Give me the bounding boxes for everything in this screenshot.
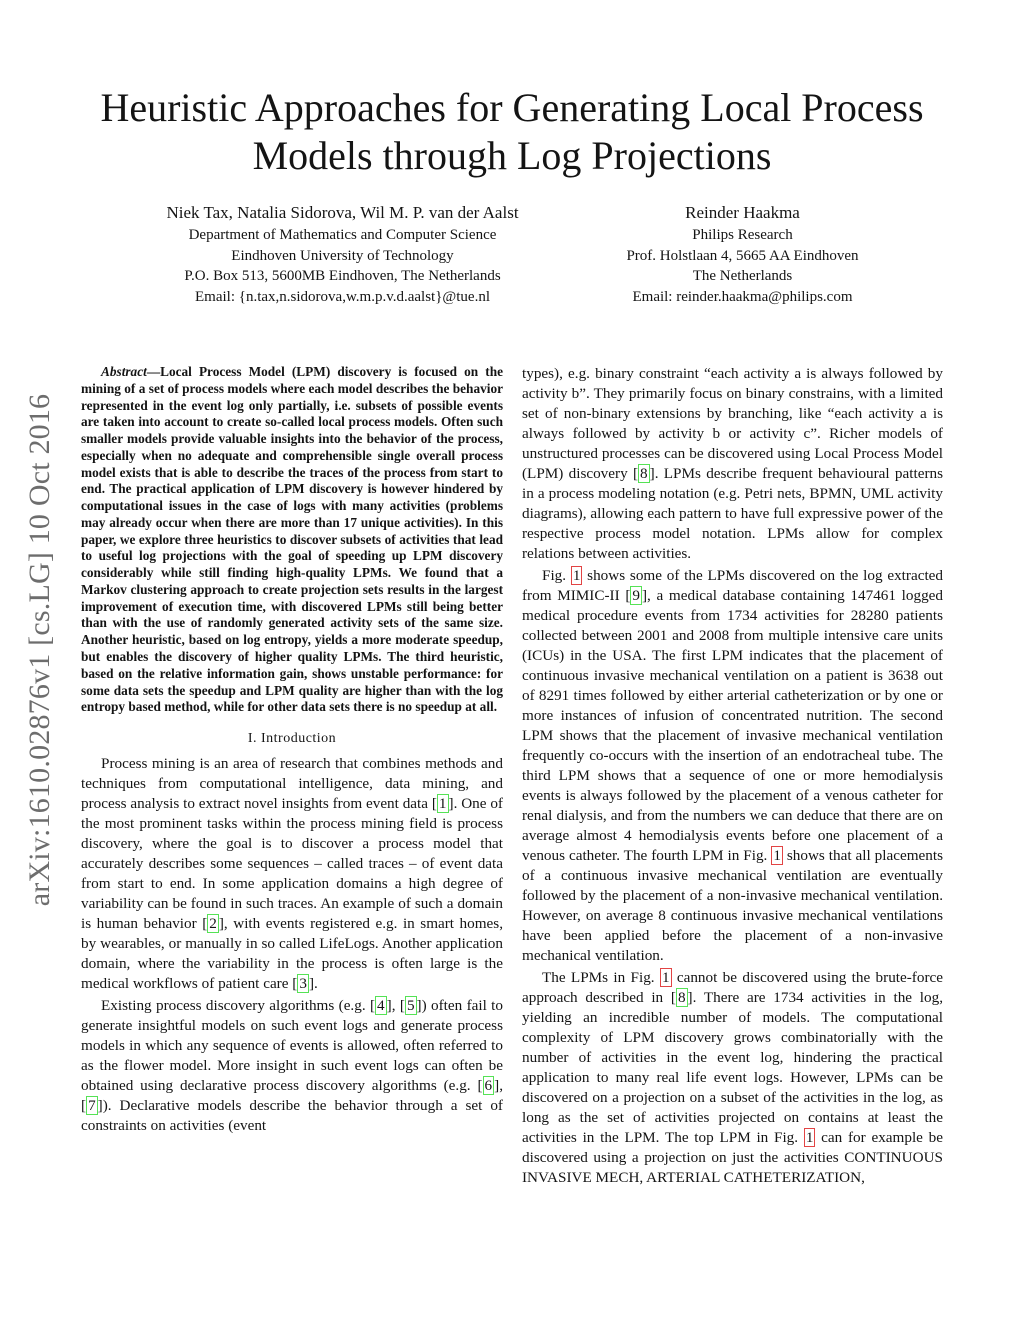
citation-link[interactable]: 9	[632, 587, 640, 604]
arxiv-identifier-text: arXiv:1610.02876v1 [cs.LG] 10 Oct 2016	[23, 393, 56, 907]
paper-title-line-1: Heuristic Approaches for Generating Local Process	[100, 85, 924, 130]
affiliation-address: P.O. Box 513, 5600MB Eindhoven, The Netherlands	[184, 268, 501, 285]
author-email: Email: {n.tax,n.sidorova,w.m.p.v.d.aalst}@tue.nl	[195, 288, 490, 305]
intro-paragraph-4: The LPMs in Fig. 1 cannot be discovered using the brute-force approach described in [ 8 ]. There are 1734 activities in the log, yielding an incredible number of models. The computational complexity of LPM discovery grows combinatorially with the number of activities in the event log, hindering the practical application to many real life event logs. However, LPMs can be discovered on a projection on a subset of the activities in the log, as long as the set of activities projected on contains at least the activities in the LPM. The top LPM in Fig. 1 can for example be discovered using a projection on just the activities CONTINUOUS INVASIVE MECH, ARTERIAL CATHETERIZATION,	[522, 969, 943, 1186]
author-email: Email: reinder.haakma@philips.com	[632, 288, 853, 305]
citation-link[interactable]: 6	[484, 1077, 493, 1095]
figure-reference-link[interactable]: 1	[572, 567, 581, 584]
citation-link[interactable]: 2	[209, 915, 217, 933]
intro-paragraph-2-continued: types), e.g. binary constraint “each activity a is always followed by activity b”. They primarily focus on binary constrains, with a limited set of non-binary extensions by branching, like “each activity a is always followed by activity b or activity c”. Richer models of unstructured processes can be discovered using Local Process Model (LPM) discovery [ 8 ]. LPMs describe frequent behavioural patterns in a process modeling notation (e.g. Petri nets, BPMN, UML activity diagrams), allowing each pattern to have full expressive power of the respective process model notation. LPMs allow for complex relations between activities.	[522, 365, 944, 562]
paper-title-line-2: Models through Log Projections	[252, 133, 772, 178]
abstract	[81, 364, 503, 716]
arxiv-identifier	[14, 350, 66, 950]
intro-paragraph-2: Existing process discovery algorithms (e.g. [ 4 ], [ 5 ]) often fail to generate insightful models on such event logs and generate process models in which any sequence of events is allowed, often referred to as the flower model. More insight in such event logs can often be obtained using declarative process discovery algorithms (e.g. [ 6 ], [ 7 ]). Declarative models describe the behavior through a set of constraints on activities (event	[81, 997, 503, 1135]
citation-link[interactable]: 7	[88, 1097, 96, 1115]
affiliation-country: The Netherlands	[692, 268, 793, 285]
citation-link[interactable]: 4	[377, 997, 385, 1015]
figure-reference-link[interactable]: 1	[773, 847, 781, 864]
figure-reference-link[interactable]: 1	[805, 1129, 814, 1146]
affiliation-university: Eindhoven University of Technology	[231, 247, 454, 264]
citation-link[interactable]: 8	[677, 989, 686, 1006]
paper-title	[60, 84, 964, 180]
left-column	[81, 364, 503, 1138]
abstract-label: Abstract	[101, 364, 147, 379]
author-block-tue	[115, 202, 570, 307]
author-block-philips	[590, 202, 895, 307]
right-column	[522, 364, 943, 1190]
affiliation-department: Department of Mathematics and Computer Science	[188, 227, 497, 243]
section-heading-introduction: I. Introduction	[247, 731, 337, 747]
citation-link[interactable]: 3	[299, 975, 307, 993]
affiliation-address: Prof. Holstlaan 4, 5665 AA Eindhoven	[626, 247, 859, 264]
author-names: Niek Tax, Natalia Sidorova, Wil M. P. van der Aalst	[166, 203, 519, 222]
citation-link[interactable]: 1	[438, 795, 447, 813]
figure-reference-link[interactable]: 1	[661, 969, 670, 986]
intro-paragraph-3: Fig. 1 shows some of the LPMs discovered on the log extracted from MIMIC-II [ 9 ], a medical database containing 147461 logged medical procedure events from 1734 activities for 28280 patients collected between 2001 and 2008 from multiple intensive care units (ICUs) in the USA. The first LPM indicates that the placement of continuous invasive mechanical ventilation on a patient is 3638 out of 8291 times followed by either arterial catheterization or by one or more instances of infusion of concentrated nutrition. The second LPM shows that the placement of invasive mechanical ventilation frequently co-occurs with the insertion of an endotracheal tube. The third LPM shows that a sequence of one or more hemodialysis events is always followed by the placement of a venous catheter for renal dialysis, and from the numbers we can deduce that there are on average almost 4 hemodialysis events before one placement of a venous catheter. The fourth LPM in Fig. 1 shows that all placements of a continuous invasive mechanical ventilation are eventually followed by the placement of a non-invasive mechanical ventilation. However, on average 8 continuous invasive mechanical ventilations have been applied before the placement of a non-invasive mechanical ventilation.	[522, 567, 943, 964]
affiliation-company: Philips Research	[692, 227, 793, 243]
citation-link[interactable]: 8	[640, 465, 648, 482]
citation-link[interactable]: 5	[406, 997, 415, 1015]
author-names: Reinder Haakma	[685, 203, 800, 222]
intro-paragraph-1: Process mining is an area of research that combines methods and techniques from computational intelligence, data mining, and process analysis to extract novel insights from event data [ 1 ]. One of the most prominent tasks within the process mining field is process discovery, where the goal is to discover a process model that accurately describes some sequences – called traces – of event data from start to end. In some application domains a high degree of variability can be found in such traces. An example of such a domain is human behavior [ 2 ], with events registered e.g. in smart homes, by wearables, or manually in so called LifeLogs. Another application domain, where the variability in the process is often large is the medical workflows of patient care [ 3 ].	[81, 755, 503, 993]
abstract-text: —Local Process Model (LPM) discovery is focused on the mining of a set of process models where each model describes the behavior represented in the event log only partially, i.e. subsets of possible events are taken into account to create so-called local process models. Often such smaller models provide valuable insights into the behavior of the process, especially when no adequate and comprehensible single overall process model exists that is able to describe the traces of the process from start to end. The practical application of LPM discovery is however hindered by computational issues in the case of logs with many activities (problems may already occur when there are more than 17 unique activities). In this paper, we explore three heuristics to discover subsets of activities that lead to useful log projections with the goal of speeding up LPM discovery considerably while still finding high-quality LPMs. We found that a Markov clustering approach to create projection sets results in the largest improvement of execution time, with discovered LPMs still being better than with the use of randomly generated activity sets of the same size. Another heuristic, based on log entropy, yields a more moderate speedup, but enables the discovery of higher quality LPMs. The third heuristic, based on the relative information gain, shows unstable performance: for some data sets the speedup and LPM quality are higher than with the log entropy based method, while for other data sets there is no speedup at all.	[81, 364, 503, 715]
